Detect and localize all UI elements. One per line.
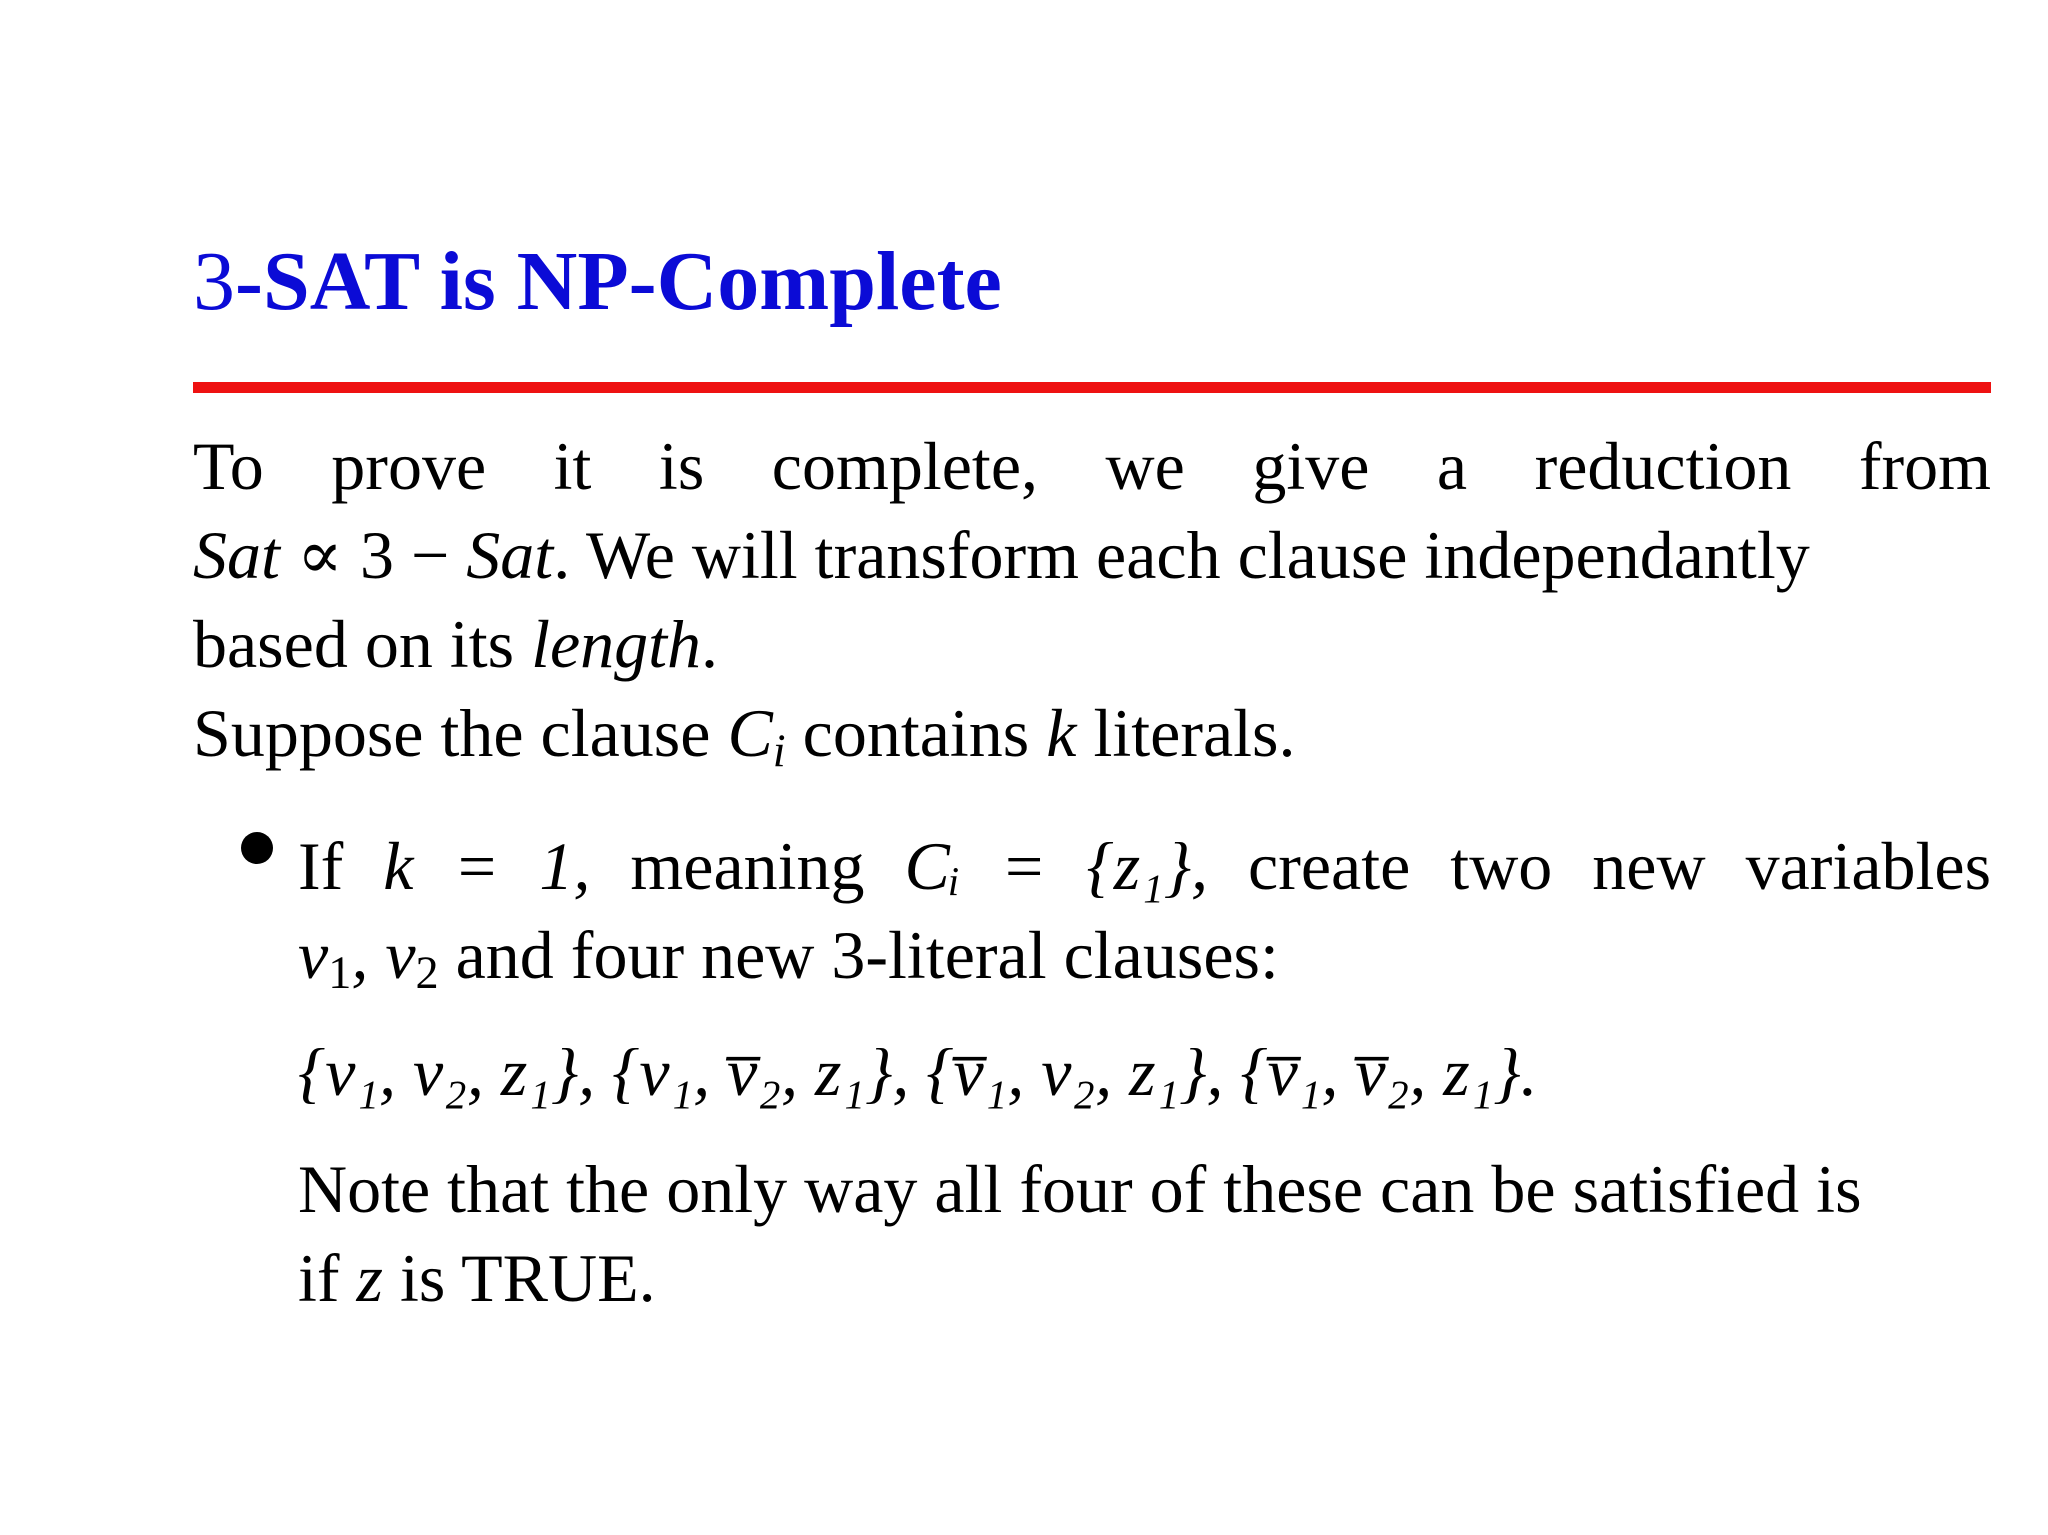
word: give [1252, 428, 1370, 504]
math-k: k [1046, 695, 1077, 771]
math-z: z [356, 1240, 384, 1316]
word: from [1858, 428, 1992, 504]
slide-title [193, 235, 1002, 328]
bullet-line-2 [298, 911, 1991, 1000]
title-divider [193, 382, 1991, 393]
bullet-line-1 [298, 822, 1991, 911]
emphasis-length: length [531, 606, 702, 682]
word: we [1105, 428, 1185, 504]
bullet-icon [241, 832, 273, 864]
word: complete, [771, 428, 1039, 504]
math-c: C [727, 695, 773, 771]
intro-line-2 [193, 511, 1991, 600]
title-text: -SAT is NP-Complete [235, 235, 1002, 328]
text: . [701, 606, 719, 682]
text: and four new 3-literal clauses: [438, 917, 1279, 993]
proportional-symbol: ∝ [296, 517, 343, 593]
text: if [298, 1240, 357, 1316]
word: a [1436, 428, 1468, 504]
math-k-eq: k = 1, [383, 828, 591, 904]
word: it [553, 428, 592, 504]
word: is [658, 428, 705, 504]
suppose-line [193, 689, 1991, 778]
subscript-i: i [772, 726, 786, 778]
math-three: 3 [359, 517, 394, 593]
word: variables [1745, 828, 1992, 904]
title-number: 3 [193, 235, 235, 328]
text: contains [785, 695, 1047, 771]
math-vars: $v_1$, $v_2$ [298, 917, 439, 1000]
minus-symbol: − [410, 517, 450, 593]
text: based on its [193, 606, 532, 682]
word: two [1450, 828, 1553, 904]
text: literals. [1076, 695, 1296, 771]
word: To [193, 428, 264, 504]
intro-line-1 [193, 422, 1991, 511]
math-sat: Sat [193, 517, 280, 593]
text: is TRUE. [383, 1240, 656, 1316]
note-line-1: Note that the only way all four of these can be satisfied is [298, 1151, 1862, 1227]
word: reduction [1534, 428, 1792, 504]
text: Suppose the clause [193, 695, 728, 771]
math-ci-eq: Cᵢ = {z₁}, [904, 828, 1209, 904]
word: prove [331, 428, 487, 504]
intro-line-2-text: . We will transform each clause independantly [553, 517, 1810, 593]
math-sat-2: Sat [466, 517, 554, 593]
clauses-formula: {v₁, v₂, z₁}, {v₁, v̅₂, z₁}, {v̅₁, v₂, z₁}, {v̅₁, v̅₂, z₁}. [298, 1034, 1538, 1110]
word: If [298, 828, 344, 904]
note-line-2 [298, 1234, 1991, 1323]
math-clause [727, 695, 786, 778]
intro-line-3 [193, 600, 1991, 689]
word: meaning [630, 828, 865, 904]
word: new [1592, 828, 1706, 904]
word: create [1248, 828, 1411, 904]
